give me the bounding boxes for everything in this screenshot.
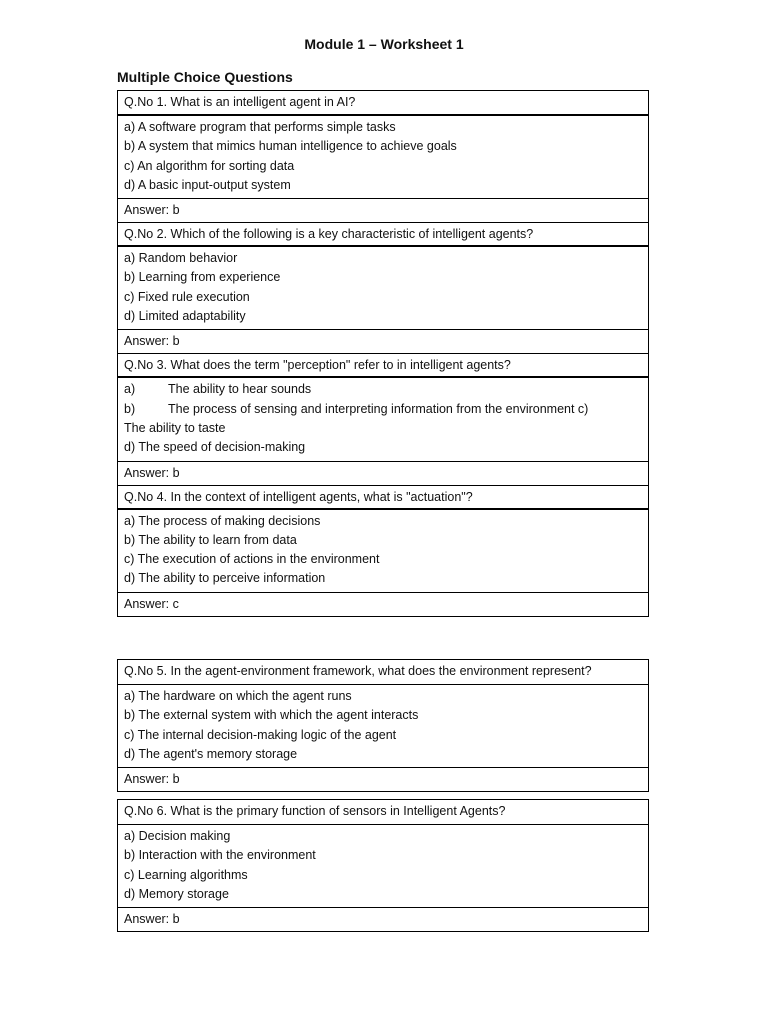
option-text: b) A system that mimics human intelligence to achieve goals [124,139,457,154]
option-line [124,400,642,419]
option-text: d) A basic input-output system [124,177,291,192]
question-2-answer: Answer: b [118,329,648,353]
option-text: The process of sensing and interpreting information from the environment c) [168,401,589,416]
question-4-answer: Answer: c [118,592,648,616]
question-table-2 [117,659,649,792]
question-1-options [118,115,648,198]
question-1-text: Q.No 1. What is an intelligent agent in AI? [118,91,648,115]
option-letter: b) [124,401,136,416]
option-line [124,380,642,399]
section-heading: Multiple Choice Questions [117,69,293,85]
question-3-text: Q.No 3. What does the term "perception" refer to in intelligent agents? [118,353,648,377]
option-text: c) The execution of actions in the environment [124,552,380,567]
option-text: a) The process of making decisions [124,513,321,528]
option-text: a) A software program that performs simple tasks [124,120,396,134]
option-text: The ability to taste [124,420,226,435]
option-letter: a) [124,382,136,397]
question-6-options [118,824,648,907]
question-4-options [118,509,648,592]
option-text: c) Fixed rule execution [124,289,250,304]
question-table-1 [117,90,649,617]
option-text: d) Memory storage [124,886,229,901]
question-5-options [118,684,648,767]
option-text: b) The ability to learn from data [124,532,297,547]
question-5-text: Q.No 5. In the agent-environment framework, what does the environment represent? [124,664,592,678]
question-1-answer: Answer: b [118,198,648,222]
option-text: c) The internal decision-making logic of the agent [124,727,397,742]
option-text: d) The speed of decision-making [124,440,306,455]
question-4-text: Q.No 4. In the context of intelligent agents, what is "actuation"? [118,485,648,509]
option-text: c) Learning algorithms [124,867,248,882]
option-text: d) Limited adaptability [124,309,246,324]
option-text: a) Random behavior [124,251,238,266]
option-text: c) An algorithm for sorting data [124,158,295,173]
option-text: b) The external system with which the agent interacts [124,708,419,723]
question-3-answer: Answer: b [118,461,648,485]
page-title: Module 1 – Worksheet 1 [304,36,464,52]
option-text: b) Learning from experience [124,270,281,285]
option-text: d) The ability to perceive information [124,571,326,586]
question-2-text: Q.No 2. Which of the following is a key characteristic of intelligent agents? [118,222,648,246]
option-text: a) Decision making [124,829,231,843]
question-6-answer: Answer: b [118,907,648,931]
question-2-options [118,246,648,329]
option-text: d) The agent's memory storage [124,746,298,761]
question-5-answer: Answer: b [118,767,648,791]
option-text: a) The hardware on which the agent runs [124,689,352,703]
question-table-3 [117,799,649,932]
question-6-text: Q.No 6. What is the primary function of sensors in Intelligent Agents? [124,804,506,818]
option-text: The ability to hear sounds [168,382,312,397]
question-3-options [118,377,648,460]
option-text: b) Interaction with the environment [124,848,316,863]
